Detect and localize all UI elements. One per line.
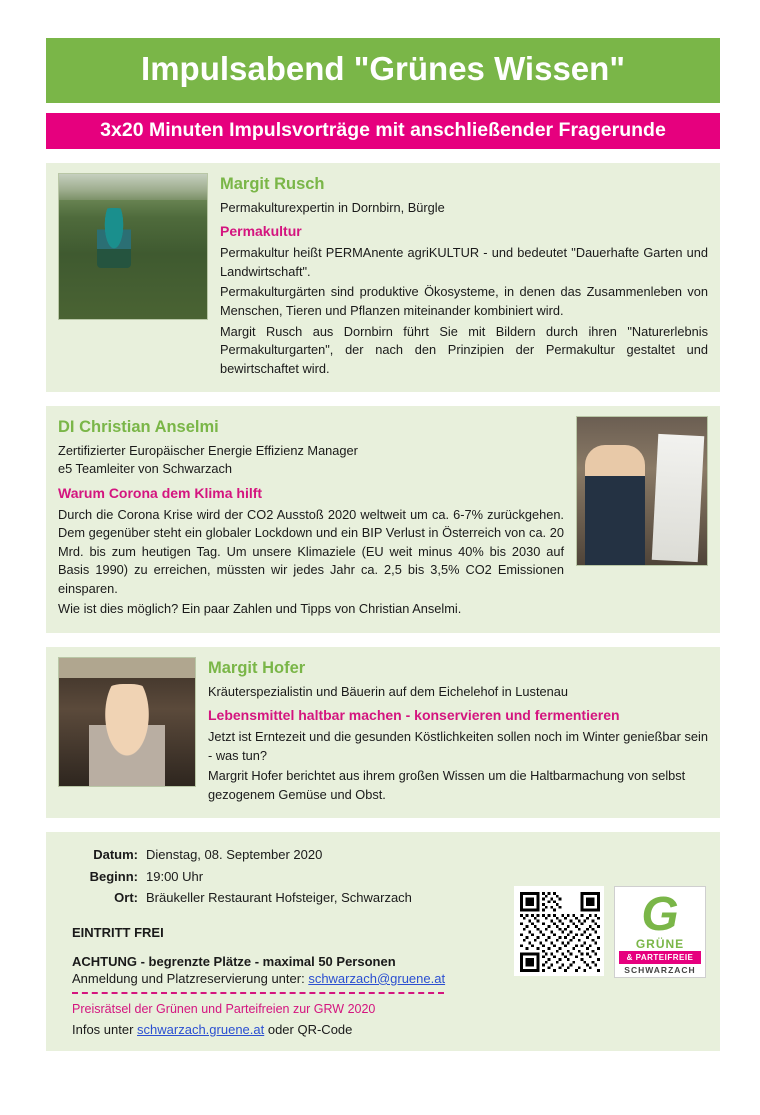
- divider: [72, 992, 444, 994]
- event-info-block: [46, 832, 720, 1050]
- page-subtitle: 3x20 Minuten Impulsvorträge mit anschließender Fragerunde: [46, 113, 720, 149]
- infos-line: [72, 1022, 504, 1037]
- speaker-section-anselmi: [46, 406, 720, 633]
- party-logo: [614, 886, 706, 978]
- talk-paragraph: Permakultur heißt PERMAnente agriKULTUR - und bedeutet "Dauerhafte Garten und Landwirtschaft".: [220, 245, 708, 279]
- speaker-role: Permakulturexpertin in Dornbirn, Bürgle: [220, 200, 445, 216]
- speaker-name: DI Christian Anselmi: [58, 418, 219, 437]
- speaker-role-secondary: e5 Teamleiter von Schwarzach: [58, 461, 233, 477]
- event-start-value: 19:00 Uhr: [146, 868, 204, 884]
- event-date-row: [72, 844, 504, 865]
- talk-title: Permakultur: [220, 223, 302, 240]
- speaker-section-hofer: [46, 647, 720, 818]
- talk-title: Warum Corona dem Klima hilft: [58, 484, 263, 501]
- spacer: [0, 392, 760, 406]
- spacer: [0, 149, 760, 163]
- talk-paragraph: Durch die Corona Krise wird der CO2 Ausstoß 2020 weltweit um ca. 6-7% zurückgehen. Dem gegenüber steht ein globaler Lockdown und ein BIP Verlust in Österreich von ca. 20 Mrd. bis zum heutigen Tag. Um unsere Klimaziele (EU weit minus 40% bis 2030 auf Basis 1990) zu erreichen, müssten wir jedes Jahr ca. 2,5 bis 3,5% CO2 Emissionen einsparen.: [58, 506, 564, 596]
- talk-paragraph: Jetzt ist Erntezeit und die gesunden Köstlichkeiten sollen noch im Winter genießbar sein - was tun?: [208, 729, 708, 763]
- poster-page: [0, 38, 760, 1115]
- event-info-text: [60, 844, 504, 1036]
- event-place-label: Ort:: [114, 890, 138, 906]
- infos-label: Infos unter: [72, 1021, 138, 1037]
- infos-suffix: oder QR-Code: [264, 1021, 353, 1037]
- raffle-note: Preisrätsel der Grünen und Parteifreien zur GRW 2020: [72, 1001, 376, 1016]
- qr-code[interactable]: [514, 886, 604, 976]
- event-date-label: Datum:: [93, 847, 138, 863]
- talk-paragraph: Margrit Hofer berichtet aus ihrem großen Wissen um die Haltbarmachung von selbst gezogenem Gemüse und Obst.: [208, 768, 686, 802]
- event-place-value: Bräukeller Restaurant Hofsteiger, Schwarzach: [146, 890, 412, 906]
- logo-tagline: & PARTEIFREIE: [619, 951, 701, 964]
- talk-paragraph: Permakulturgärten sind produktive Ökosysteme, in denen das Zusammenleben von Menschen, Tieren und Pflanzen miteinander kombiniert wird.: [220, 284, 708, 319]
- logo-name: GRÜNE: [635, 937, 685, 952]
- website-link[interactable]: schwarzach.gruene.at: [137, 1021, 265, 1037]
- talk-title: Lebensmittel haltbar machen - konservieren und fermentieren: [208, 707, 620, 724]
- speaker-text-anselmi: [58, 416, 564, 621]
- info-graphics: [514, 844, 706, 1036]
- speaker-name: Margit Rusch: [220, 175, 325, 194]
- free-entry-note: EINTRITT FREI: [72, 924, 164, 940]
- event-start-label: Beginn:: [89, 868, 138, 884]
- speaker-name: Margit Hofer: [208, 659, 306, 678]
- registration-email-link[interactable]: schwarzach@gruene.at: [308, 970, 446, 986]
- speaker-role: Zertifizierter Europäischer Energie Effizienz Manager: [58, 443, 358, 459]
- poster-header: [46, 38, 720, 149]
- registration-line: [72, 971, 504, 986]
- qr-code-image: [520, 892, 600, 972]
- talk-paragraph: Margit Rusch aus Dornbirn führt Sie mit Bildern durch ihren "Naturerlebnis Permakulturgarten", der nach den Prinzipien der Permakultur gestaltet und bewirtschaftet wird.: [220, 323, 708, 376]
- page-title: Impulsabend "Grünes Wissen": [46, 38, 720, 103]
- speaker-text-hofer: [208, 657, 708, 806]
- event-date-value: Dienstag, 08. September 2020: [146, 847, 323, 863]
- logo-place: SCHWARZACH: [624, 965, 696, 976]
- speaker-role: Kräuterspezialistin und Bäuerin auf dem Eichelehof in Lustenau: [208, 684, 568, 700]
- talk-paragraph: Wie ist dies möglich? Ein paar Zahlen und Tipps von Christian Anselmi.: [58, 601, 462, 617]
- event-start-row: [72, 866, 504, 887]
- speaker-photo-anselmi: [576, 416, 708, 566]
- speaker-photo-rusch: [58, 173, 208, 320]
- logo-letter: G: [641, 888, 679, 942]
- speaker-text-rusch: [220, 173, 708, 380]
- spacer: [0, 633, 760, 647]
- speaker-section-rusch: [46, 163, 720, 392]
- speaker-photo-hofer: [58, 657, 196, 787]
- attention-note: ACHTUNG - begrenzte Plätze - maximal 50 Personen: [72, 953, 396, 969]
- event-place-row: [72, 887, 504, 908]
- registration-label: Anmeldung und Platzreservierung unter:: [72, 970, 309, 986]
